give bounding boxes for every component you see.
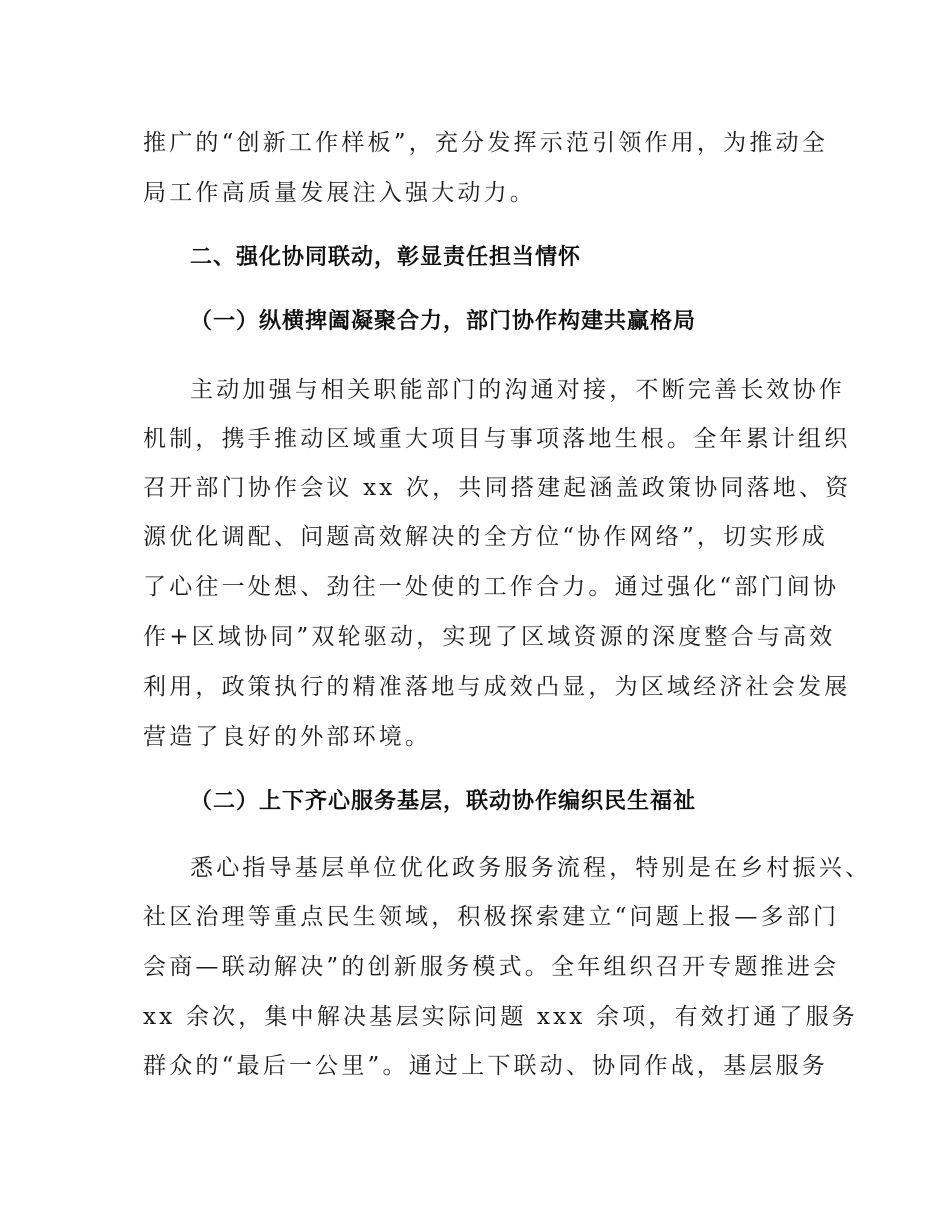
subsection-two-title: （二）上下齐心服务基层，联动协作编织民生福祉 — [190, 789, 697, 814]
subsection-one-title: （一）纵横捭阖凝聚合力，部门协作构建共赢格局 — [190, 309, 697, 334]
subsection-one-line-8: 营造了良好的外部环境。 — [143, 724, 432, 750]
subsection-one-line-5: 了心往一处想、劲往一处使的工作合力。通过强化“部门间协 — [143, 574, 840, 600]
subsection-two-line-2: 社区治理等重点民生领域，积极探索建立“问题上报—多部门 — [143, 904, 840, 930]
subsection-one-line-6: 作+区域协同”双轮驱动，实现了区域资源的深度整合与高效 — [143, 624, 836, 650]
subsection-two-line-5: 群众的“最后一公里”。通过上下联动、协同作战，基层服务 — [143, 1053, 828, 1079]
subsection-one-line-1: 主动加强与相关职能部门的沟通对接，不断完善长效协作 — [190, 377, 845, 403]
section-two-title: 二、强化协同联动，彰显责任担当情怀 — [190, 245, 582, 270]
subsection-one-line-3: 召开部门协作会议 xx 次，共同搭建起涵盖政策协同落地、资 — [143, 475, 852, 501]
intro-line-1: 推广的“创新工作样板”，充分发挥示范引领作用，为推动全 — [143, 130, 828, 156]
subsection-two-line-3: 会商—联动解决”的创新服务模式。全年组织召开专题推进会 — [143, 954, 840, 980]
subsection-one-line-7: 利用，政策执行的精准落地与成效凸显，为区域经济社会发展 — [143, 674, 851, 700]
subsection-one-line-4: 源优化调配、问题高效解决的全方位“协作网络”，切实形成 — [143, 524, 828, 550]
subsection-one-line-2: 机制，携手推动区域重大项目与事项落地生根。全年累计组织 — [143, 426, 851, 452]
subsection-two-line-1: 悉心指导基层单位优化政务服务流程，特别是在乡村振兴、 — [190, 855, 872, 881]
intro-line-2: 局工作高质量发展注入强大动力。 — [143, 180, 536, 206]
subsection-two-line-4: xx 余次，集中解决基层实际问题 xxx 余项，有效打通了服务 — [143, 1004, 858, 1030]
